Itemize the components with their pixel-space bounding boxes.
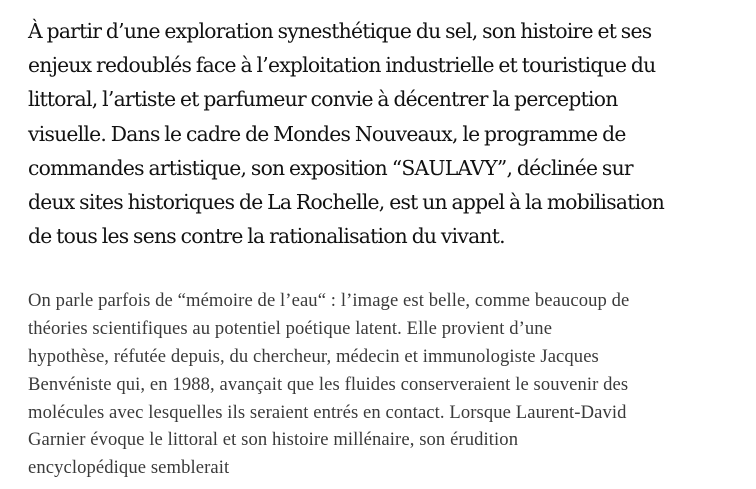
lead-line: visuelle. Dans le cadre de Mondes Nouveaux, le programme de bbox=[28, 121, 626, 146]
body-line: encyclopédique semblerait bbox=[28, 457, 230, 479]
lead-paragraph bbox=[28, 14, 738, 253]
lead-line: commandes artistique, son exposition “SAULAVY”, déclinée sur bbox=[28, 155, 633, 180]
body-line: Benvéniste qui, en 1988, avançait que les fluides conserveraient le souvenir des bbox=[28, 373, 629, 395]
article bbox=[28, 14, 738, 482]
body-line: théories scientifiques au potentiel poétique latent. Elle provient d’une bbox=[28, 318, 553, 340]
lead-line: enjeux redoublés face à l’exploitation industrielle et touristique du bbox=[28, 53, 656, 78]
lead-line: littoral, l’artiste et parfumeur convie à décentrer la perception bbox=[28, 87, 618, 112]
body-line: On parle parfois de “mémoire de l’eau“ : l’image est belle, comme beaucoup de bbox=[28, 290, 630, 312]
body-paragraph bbox=[28, 287, 738, 482]
body-line: Garnier évoque le littoral et son histoire millénaire, son érudition bbox=[28, 429, 519, 451]
body-line: molécules avec lesquelles ils seraient entrés en contact. Lorsque Laurent-David bbox=[28, 401, 627, 423]
lead-line: deux sites historiques de La Rochelle, est un appel à la mobilisation bbox=[28, 190, 665, 215]
lead-line: de tous les sens contre la rationalisation du vivant. bbox=[28, 224, 505, 249]
lead-line: À partir d’une exploration synesthétique du sel, son histoire et ses bbox=[28, 19, 652, 43]
body-line: hypothèse, réfutée depuis, du chercheur, médecin et immunologiste Jacques bbox=[28, 346, 599, 368]
